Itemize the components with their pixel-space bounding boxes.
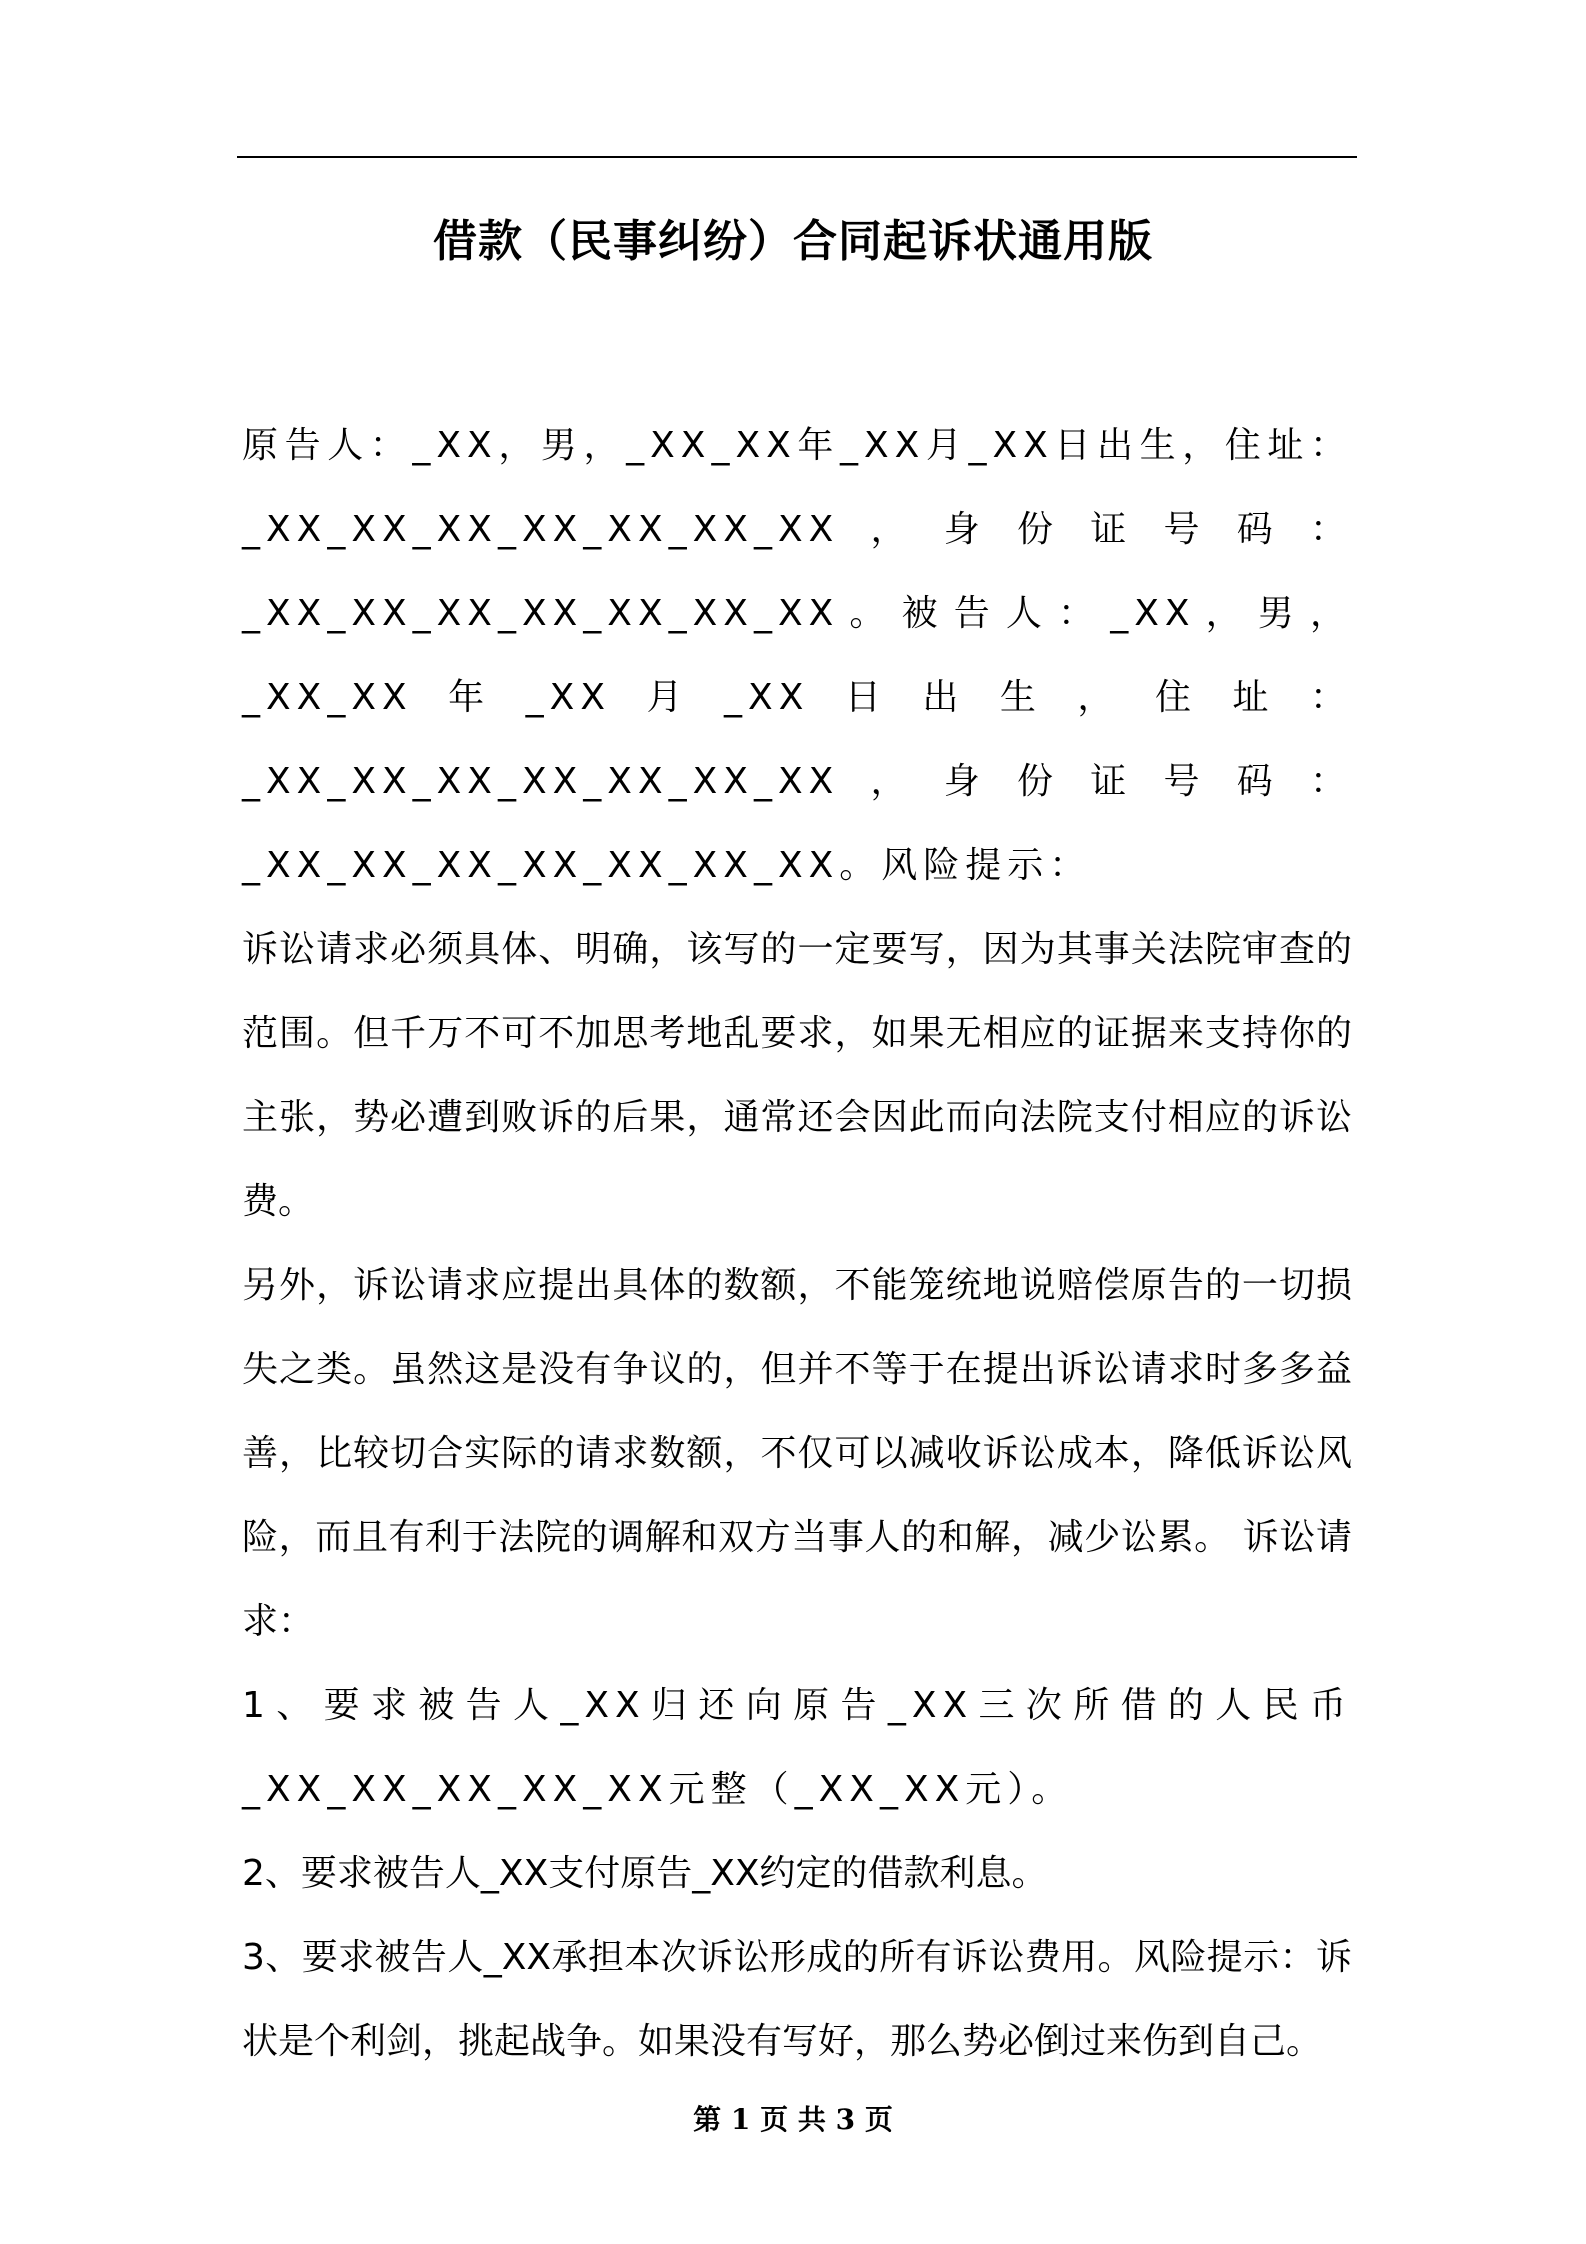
paragraph-risk-claims: 诉讼请求必须具体、明确，该写的一定要写，因为其事关法院审查的范围。但千万不可不加思考地乱要求，如果无相应的证据来支持你的主张，势必遭到败诉的后果，通常还会因此而向法院支付相应的诉讼费。 bbox=[242, 929, 1352, 1222]
paragraph-claim-amount: 另外，诉讼请求应提出具体的数额，不能笼统地说赔偿原告的一切损失之类。虽然这是没有争议的，但并不等于在提出诉讼请求时多多益善，比较切合实际的请求数额，不仅可以减收诉讼成本，降低诉讼风险，而且有利于法院的调解和双方当事人的和解，减少讼累。 诉讼请求： bbox=[242, 1265, 1352, 1642]
document-body bbox=[242, 404, 1352, 2084]
document-title: 借款（民事纠纷）合同起诉状通用版 bbox=[433, 216, 1153, 267]
paragraph-claim-1: 1、要求被告人_XX归还向原告_XX三次所借的人民币_XX_XX_XX_XX_XX元整（_XX_XX元）。 bbox=[242, 1685, 1352, 1810]
header-rule bbox=[237, 156, 1357, 158]
paragraph-parties: 原告人：_XX，男，_XX_XX年_XX月_XX日出生，住址：_XX_XX_XX_XX_XX_XX_XX，身份证号码：_XX_XX_XX_XX_XX_XX_XX。被告人：_XX，男，_XX_XX年_XX月_XX日出生，住址：_XX_XX_XX_XX_XX_XX_XX，身份证号码：_XX_XX_XX_XX_XX_XX_XX。风险提示： bbox=[242, 425, 1352, 886]
page-number-footer: 第 1 页 共 3 页 bbox=[693, 2103, 893, 2136]
paragraph-claim-2: 2、要求被告人_XX支付原告_XX约定的借款利息。 bbox=[242, 1853, 1048, 1894]
paragraph-claim-3: 3、要求被告人_XX承担本次诉讼形成的所有诉讼费用。风险提示：诉状是个利剑，挑起战争。如果没有写好，那么势必倒过来伤到自己。 bbox=[242, 1937, 1352, 2062]
